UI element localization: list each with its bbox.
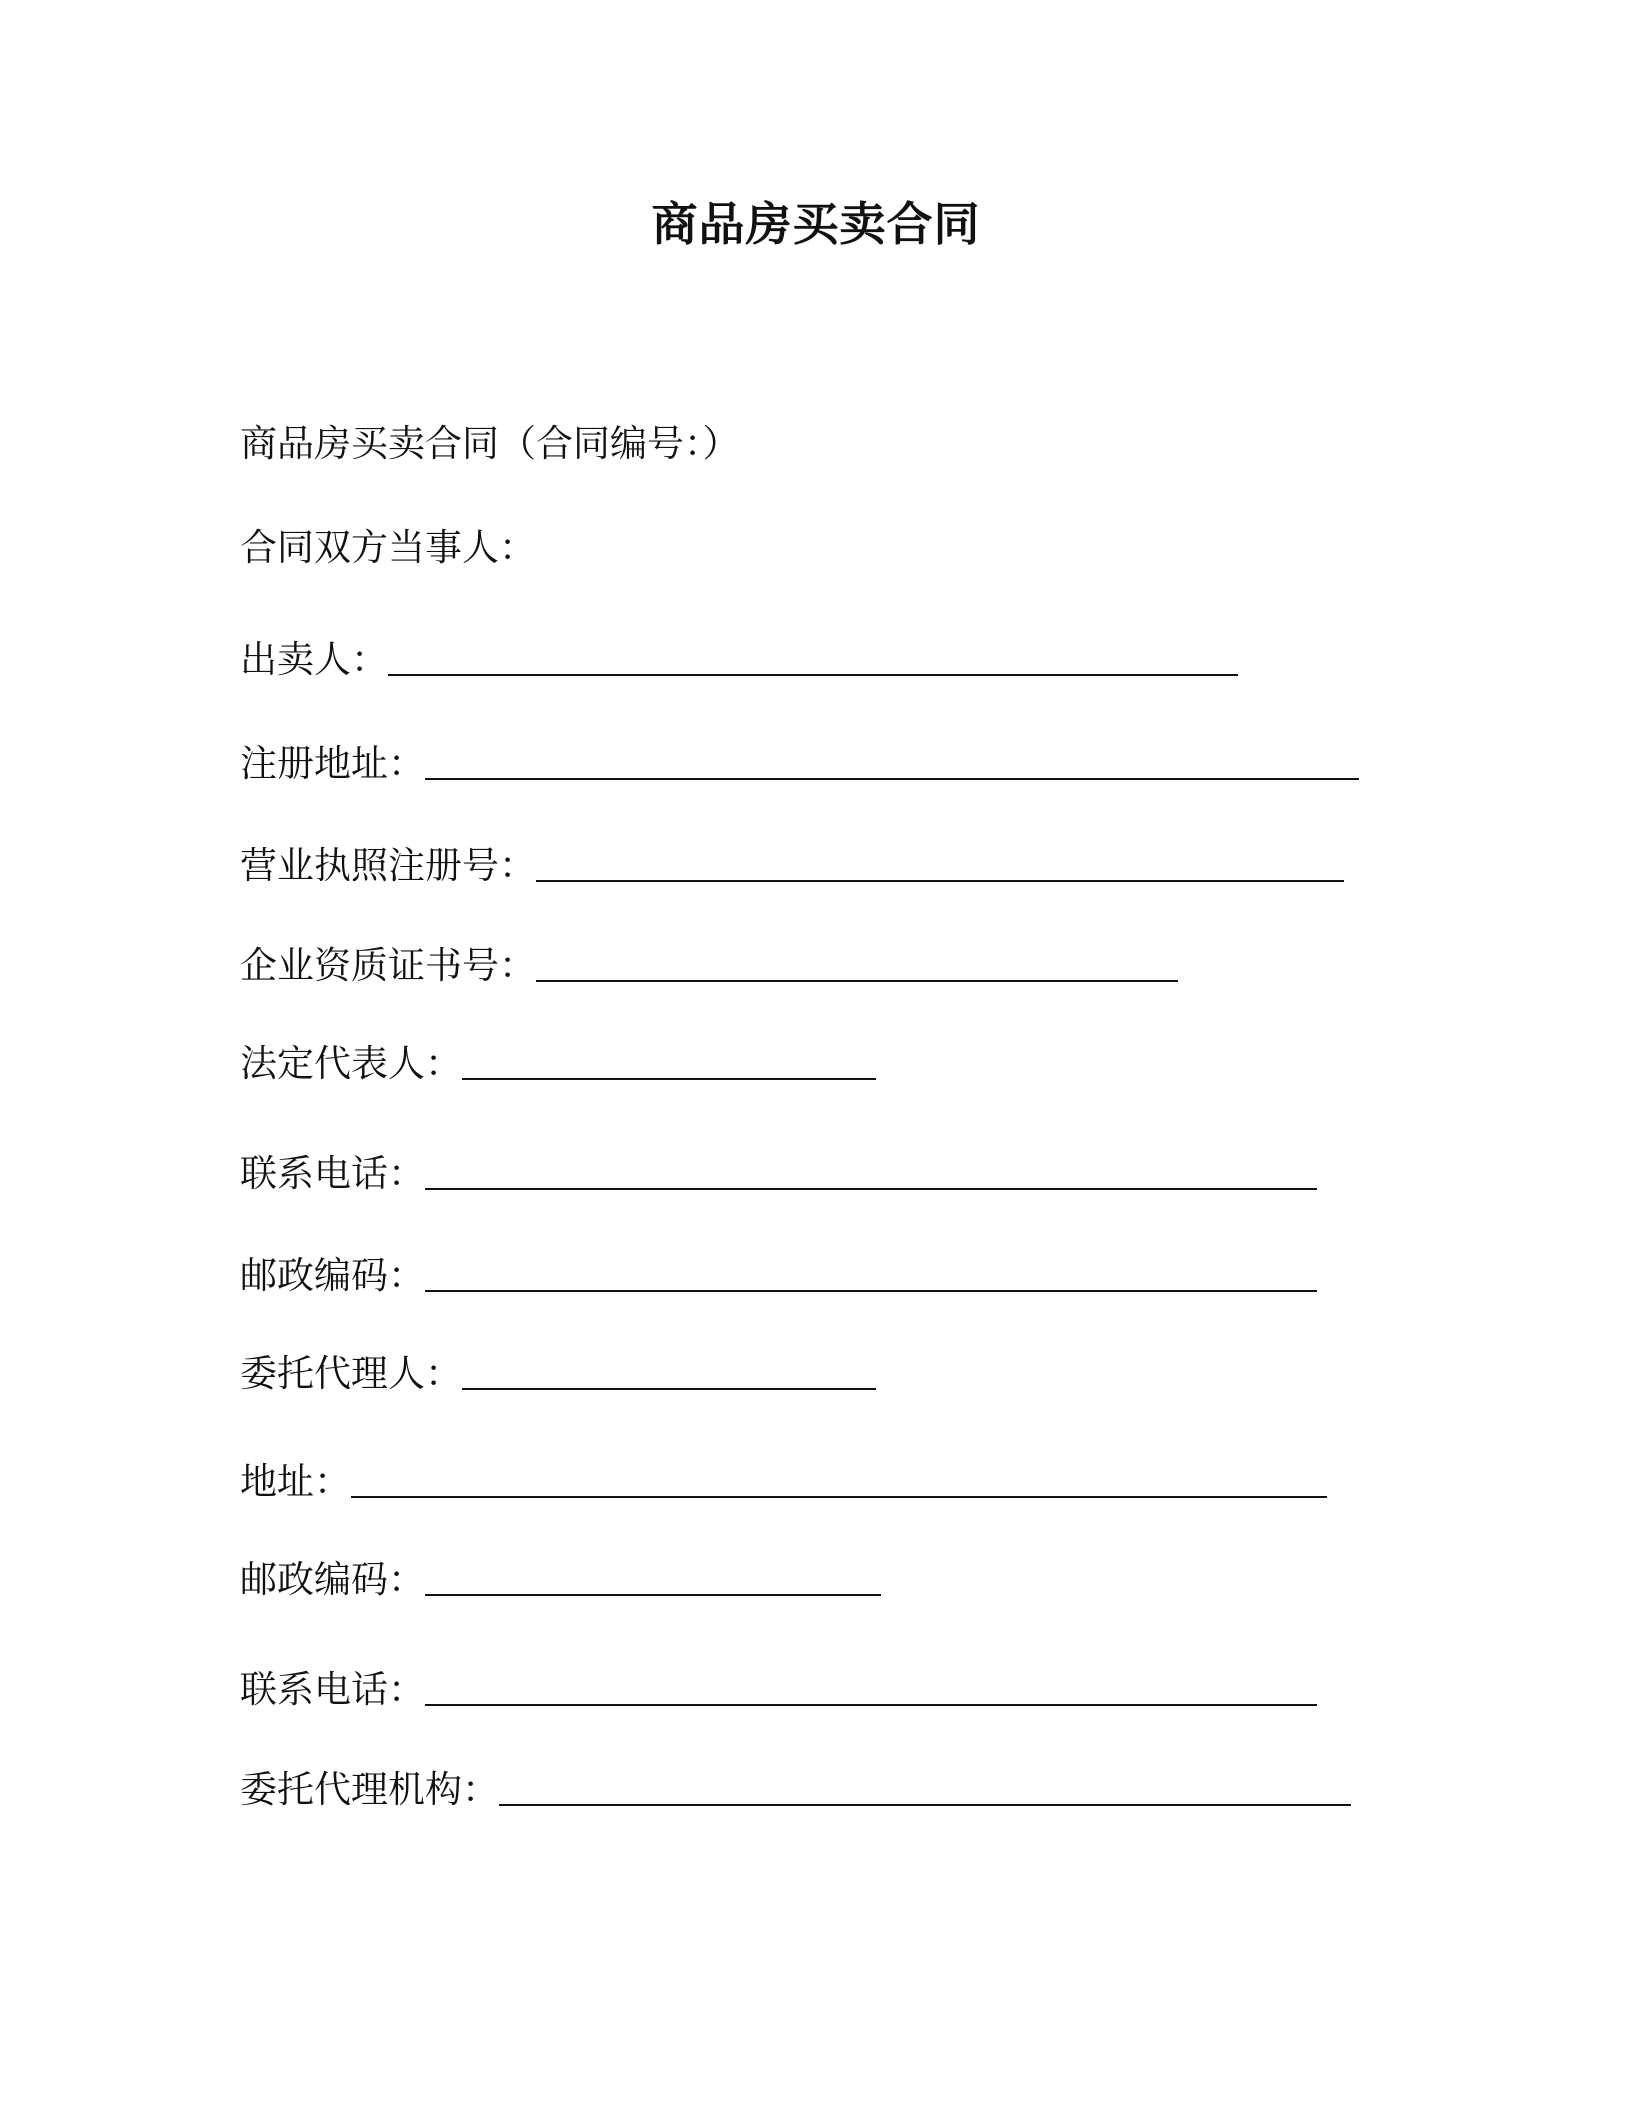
field-label: 出卖人： bbox=[240, 638, 388, 681]
field-label: 法定代表人： bbox=[240, 1042, 462, 1085]
field-label: 营业执照注册号： bbox=[240, 844, 536, 887]
fill-in-blank[interactable] bbox=[388, 670, 1238, 676]
field-agent bbox=[240, 1350, 876, 1398]
field-label: 邮政编码： bbox=[240, 1558, 425, 1601]
fill-in-blank[interactable] bbox=[536, 976, 1178, 982]
field-phone bbox=[240, 1150, 1317, 1198]
field-qualification-cert bbox=[240, 942, 1178, 990]
field-agency bbox=[240, 1766, 1351, 1814]
fill-in-blank[interactable] bbox=[425, 1590, 881, 1596]
field-postal-code-2 bbox=[240, 1556, 881, 1604]
field-seller bbox=[240, 636, 1238, 684]
field-label: 联系电话： bbox=[240, 1668, 425, 1711]
field-address bbox=[240, 1458, 1327, 1506]
field-business-license bbox=[240, 842, 1344, 890]
field-label: 地址： bbox=[240, 1460, 351, 1503]
fill-in-blank[interactable] bbox=[499, 1800, 1351, 1806]
field-label: 邮政编码： bbox=[240, 1254, 425, 1297]
fill-in-blank[interactable] bbox=[425, 1286, 1317, 1292]
fill-in-blank[interactable] bbox=[425, 774, 1359, 780]
contract-heading-line: 商品房买卖合同（合同编号：） bbox=[240, 422, 740, 465]
field-label: 企业资质证书号： bbox=[240, 944, 536, 987]
field-label: 委托代理人： bbox=[240, 1352, 462, 1395]
fill-in-blank[interactable] bbox=[425, 1700, 1317, 1706]
field-label: 注册地址： bbox=[240, 742, 425, 785]
field-postal-code bbox=[240, 1252, 1317, 1300]
document-title: 商品房买卖合同 bbox=[651, 197, 981, 251]
field-label: 联系电话： bbox=[240, 1152, 425, 1195]
fill-in-blank[interactable] bbox=[462, 1074, 876, 1080]
fill-in-blank[interactable] bbox=[425, 1184, 1317, 1190]
parties-intro: 合同双方当事人： bbox=[240, 526, 536, 569]
fill-in-blank[interactable] bbox=[462, 1384, 876, 1390]
field-legal-representative bbox=[240, 1040, 876, 1088]
fill-in-blank[interactable] bbox=[351, 1492, 1327, 1498]
field-phone-2 bbox=[240, 1666, 1317, 1714]
field-registered-address bbox=[240, 740, 1359, 788]
fill-in-blank[interactable] bbox=[536, 876, 1344, 882]
field-label: 委托代理机构： bbox=[240, 1768, 499, 1811]
